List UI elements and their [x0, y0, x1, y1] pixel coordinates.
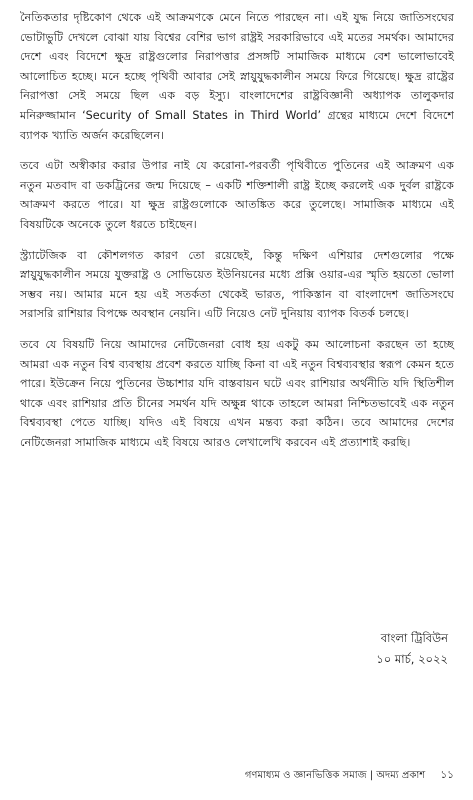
article-body [20, 8, 454, 452]
paragraph-4: তবে যে বিষয়টি নিয়ে আমাদের নেটিজেনরা বোধ হয় একটু কম আলোচনা করছেন তা হচ্ছে আমরা এক নতুন বিশ্ব ব্যবস্থায় প্রবেশ করতে যাচ্ছি কিনা বা এই নতুন বিশ্বব্যবস্থার স্বরূপ কেমন হতে পারে। ইউক্রেন নিয়ে পুতিনের উচ্চাশার যদি বাস্তবায়ন ঘটে এবং রাশিয়ার অর্থনীতি যদি স্থিতিশীল থাকে এবং রাশিয়ার প্রতি চীনের সমর্থন যদি অক্ষুন্ন থাকে তাহলে আমরা নিশ্চিতভাবেই এক নতুন বিশ্বব্যবস্থা পেতে যাচ্ছি। যদিও এই বিষয়ে এখন মন্তব্য করা কঠিন। তবে আমাদের দেশের নেটিজেনরা সামাজিক মাধ্যমে এই বিষয়ে আরও লেখালেখি করবেন এই প্রত্যাশাই করছি। [20, 337, 454, 449]
page-number: ১১ [440, 769, 454, 781]
article-signature [376, 628, 448, 670]
paragraph-3: স্ট্র্যাটেজিক বা কৌশলগত কারণ তো রয়েছেই, কিন্তু দক্ষিণ এশিয়ার দেশগুলোর পক্ষে স্নায়ুযুদ্ধকালীন সময়ে যুক্তরাষ্ট্র ও সোভিয়েত ইউনিয়নের মধ্যে প্রক্সি ওয়ার-এর স্মৃতি হয়তো ভোলা সম্ভব নয়। আমার মনে হয় এই সতর্কতা থেকেই ভারত, পাকিস্তান বা বাংলাদেশ জাতিসংঘে সরাসরি রাশিয়ার বিপক্ষে অবস্থান নেয়নি। এটি নিয়েও নেট দুনিয়ায় ব্যাপক বিতর্ক চলছে। [20, 248, 454, 321]
page-footer [245, 768, 454, 785]
book-page [20, 8, 454, 792]
paragraph-2: তবে এটা অস্বীকার করার উপার নাই যে করোনা-পরবর্তী পৃথিবীতে পুতিনের এই আক্রমণ এক নতুন মতবাদ বা ডকট্রিনের জন্ম দিয়েছে – একটি শক্তিশালী রাষ্ট্র ইচ্ছে করলেই এক দুর্বল রাষ্ট্রকে আক্রমণ করতে পারে। যা ক্ষুদ্র রাষ্ট্রগুলোকে আতঙ্কিত করে তুলেছে। সামাজিক মাধ্যমে এই বিষয়টিকে অনেকে তুলে ধরতে চাইছেন। [20, 159, 454, 231]
paragraph-1: নৈতিকতার দৃষ্টিকোণ থেকে এই আক্রমণকে মেনে নিতে পারছেন না। এই যুদ্ধ নিয়ে জাতিসংঘের ভোটাভুটি দেখলে বোঝা যায় বিশ্বের বেশির ভাগ রাষ্ট্রই সরকারিভাবে এই মতের সমর্থক। আমাদের দেশে এবং বিদেশে ক্ষুদ্র রাষ্ট্রগুলোর নিরাপত্তার প্রসঙ্গটি সামাজিক মাধ্যমে বেশ ভালোভাবেই আলোচিত হচ্ছে। মনে হচ্ছে পৃথিবী আবার সেই স্নায়ুযুদ্ধকালীন সময়ে ফিরে গিয়েছে। ক্ষুদ্র রাষ্ট্রের নিরাপত্তা সেই সময়ে ছিল এক বড় ইস্যু। বাংলাদেশের রাষ্ট্রবিজ্ঞানী অধ্যাপক তালুকদার মনিরুজ্জামান ‘Security of Small States in Third World’ গ্রন্থের মাধ্যমে দেশে বিদেশে ব্যাপক খ্যাতি অর্জন করেছিলেন। [20, 11, 454, 142]
footer-book-title: গণমাধ্যম ও জ্ঞানভিত্তিক সমাজ | অদম্য প্রকাশ [244, 770, 426, 781]
publication-date: ১০ মার্চ, ২০২২ [376, 652, 448, 666]
publication-name: বাংলা ট্রিবিউন [380, 631, 448, 645]
